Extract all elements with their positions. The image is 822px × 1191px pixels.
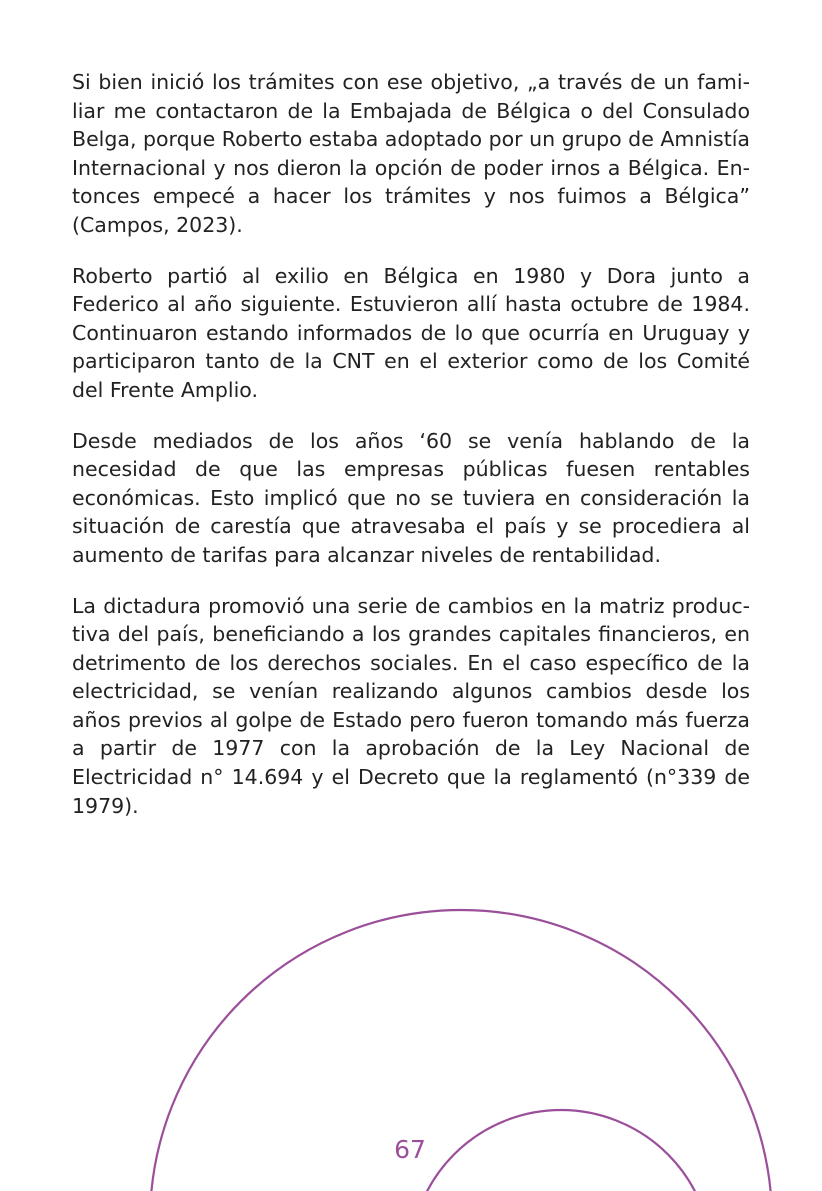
paragraph-2: Roberto partió al exilio en Bélgica en 1980 y Dora junto a Federico al año siguiente. Estuvieron allí hasta octubre de 1984. Continuaron estando informados de lo que ocurría en Uruguay y participaron tanto de la CNT en el exterior como de los Comité del Frente Amplio. — [72, 263, 750, 402]
paragraph-3: Desde mediados de los años ‘60 se venía hablando de la necesidad de que las empresas públicas fuesen rentables económicas. Esto implicó que no se tuviera en consideración la situación de carestía que atravesaba el país y se procediera al aumento de tarifas para alcanzar niveles de rentabilidad. — [72, 428, 750, 567]
paragraph-1: Si bien inició los trámites con ese objetivo, „a través de un familiar me contactaron de la Embajada de Bélgica o del Consulado Belga, porque Roberto estaba adoptado por un grupo de Amnistía Internacional y nos dieron la opción de poder irnos a Bélgica. Entonces empecé a hacer los trámites y nos fuimos a Bélgica” (Campos, 2023). — [72, 70, 750, 237]
outer-circle-ornament — [150, 910, 772, 1191]
body-text — [72, 68, 750, 842]
paragraph-4: La dictadura promovió una serie de cambios en la matriz productiva del país, beneficiando a los grandes capitales financieros, en detrimento de los derechos sociales. En el caso específico de la electricidad, se venían realizando algunos cambios desde los años previos al golpe de Estado pero fueron tomando más fuerza a partir de 1977 con la aprobación de la Ley Nacional de Electricidad n° 14.694 y el Decreto que la reglamentó (n°339 de 1979). — [72, 593, 750, 818]
page-number: 67 — [394, 1135, 426, 1164]
